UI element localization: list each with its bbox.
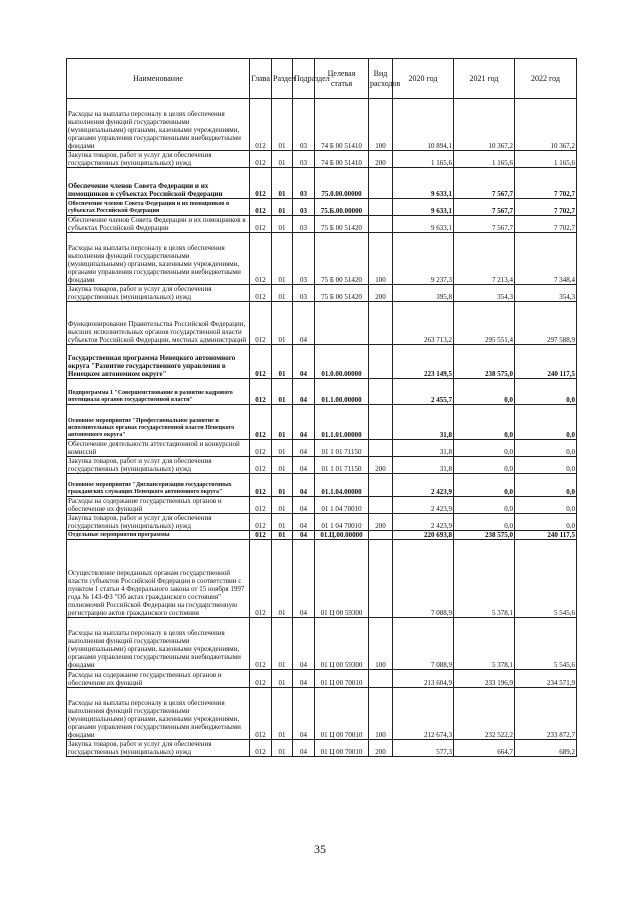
row-razdel: 01	[272, 688, 293, 740]
row-2021: 0,0	[454, 457, 515, 474]
table-row	[67, 618, 577, 670]
row-razdel: 01	[272, 302, 293, 345]
row-vid: 200	[369, 285, 393, 302]
row-2021: 238 575,0	[454, 531, 515, 540]
row-2020: 2 423,9	[393, 474, 454, 497]
row-glava: 012	[250, 168, 272, 199]
row-name: Обеспечение членов Совета Федерации и их помощников в субъектах Российской Федерации	[67, 216, 250, 233]
row-target: 01 1 01 71150	[315, 457, 369, 474]
row-2021: 7 567,7	[454, 168, 515, 199]
row-target: 75 Б 00 51420	[315, 216, 369, 233]
row-vid	[369, 497, 393, 514]
row-razdel: 01	[272, 216, 293, 233]
row-2020: 2 423,9	[393, 514, 454, 531]
row-vid	[369, 440, 393, 457]
row-podrazdel: 03	[293, 233, 315, 285]
table-row	[67, 216, 577, 233]
row-2021: 7 567,7	[454, 216, 515, 233]
row-vid	[369, 670, 393, 688]
row-vid: 200	[369, 740, 393, 757]
row-2022: 10 367,2	[515, 99, 577, 151]
row-2021: 0,0	[454, 379, 515, 405]
header-glava: Глава	[250, 59, 272, 99]
row-razdel: 01	[272, 151, 293, 168]
page-number: 35	[314, 842, 326, 856]
row-podrazdel: 03	[293, 285, 315, 302]
row-vid	[369, 216, 393, 233]
row-2022: 7 702,7	[515, 199, 577, 216]
row-razdel: 01	[272, 618, 293, 670]
row-glava: 012	[250, 405, 272, 440]
row-2021: 5 378,1	[454, 540, 515, 618]
table-body	[67, 99, 577, 757]
row-name: Отдельные мероприятия программы	[67, 531, 250, 540]
row-name: Расходы на выплаты персоналу в целях обеспечения выполнения функций государственными (муниципальными) органами, казенными учреждениями, органами управления государственными внебюджетными фондами	[67, 99, 250, 151]
row-vid	[369, 379, 393, 405]
row-2021: 7 213,4	[454, 233, 515, 285]
row-target: 01 Ц 00 59300	[315, 540, 369, 618]
row-2020: 213 604,9	[393, 670, 454, 688]
row-2020: 395,8	[393, 285, 454, 302]
row-target: 75 Б 00 51420	[315, 285, 369, 302]
row-name: Основное мероприятие "Диспансеризация государственных гражданских служащих Ненецкого автономного округа"	[67, 474, 250, 497]
row-2022: 7 702,7	[515, 168, 577, 199]
row-2022: 0,0	[515, 405, 577, 440]
row-2020: 9 237,3	[393, 233, 454, 285]
row-podrazdel: 03	[293, 151, 315, 168]
row-razdel: 01	[272, 514, 293, 531]
row-podrazdel: 04	[293, 405, 315, 440]
row-2020: 263 713,2	[393, 302, 454, 345]
row-razdel: 01	[272, 199, 293, 216]
table-row	[67, 233, 577, 285]
row-vid: 100	[369, 233, 393, 285]
row-glava: 012	[250, 514, 272, 531]
row-name: Расходы на содержание государственных органов и обеспечение их функций	[67, 670, 250, 688]
row-glava: 012	[250, 440, 272, 457]
row-target: 01.Ц.00.00000	[315, 531, 369, 540]
row-vid: 200	[369, 457, 393, 474]
row-target: 75 Б 00 51420	[315, 233, 369, 285]
budget-table	[66, 58, 577, 757]
row-podrazdel: 04	[293, 440, 315, 457]
row-vid	[369, 199, 393, 216]
table-row	[67, 497, 577, 514]
table-row	[67, 151, 577, 168]
row-2020: 2 423,9	[393, 497, 454, 514]
row-podrazdel: 04	[293, 670, 315, 688]
row-glava: 012	[250, 618, 272, 670]
row-2022: 297 588,9	[515, 302, 577, 345]
row-podrazdel: 04	[293, 497, 315, 514]
row-2020: 9 633,1	[393, 168, 454, 199]
row-2020: 220 693,8	[393, 531, 454, 540]
row-target: 01 Ц 00 70010	[315, 670, 369, 688]
row-name: Функционирование Правительства Российской Федерации, высших исполнительных органов государственной власти субъектов Российской Федерации, местных администраций	[67, 302, 250, 345]
row-target	[315, 302, 369, 345]
row-target: 01.1.04.00000	[315, 474, 369, 497]
budget-sheet	[66, 58, 576, 757]
row-2020: 9 633,1	[393, 216, 454, 233]
row-2021: 232 522,2	[454, 688, 515, 740]
row-target: 75.0.00.00000	[315, 168, 369, 199]
row-vid: 200	[369, 151, 393, 168]
row-2020: 31,8	[393, 440, 454, 457]
row-2021: 664,7	[454, 740, 515, 757]
row-target: 01 Ц 00 70010	[315, 740, 369, 757]
row-podrazdel: 03	[293, 168, 315, 199]
row-vid: 100	[369, 618, 393, 670]
row-2021: 5 378,1	[454, 618, 515, 670]
row-2022: 0,0	[515, 474, 577, 497]
header-target: Целевая статья	[315, 59, 369, 99]
row-glava: 012	[250, 497, 272, 514]
row-glava: 012	[250, 540, 272, 618]
row-name: Закупка товаров, работ и услуг для обеспечения государственных (муниципальных) нужд	[67, 285, 250, 302]
row-glava: 012	[250, 531, 272, 540]
row-name: Расходы на содержание государственных органов и обеспечение их функций	[67, 497, 250, 514]
row-glava: 012	[250, 474, 272, 497]
row-glava: 012	[250, 688, 272, 740]
row-2021: 1 165,6	[454, 151, 515, 168]
row-2022: 0,0	[515, 514, 577, 531]
row-glava: 012	[250, 199, 272, 216]
row-vid	[369, 345, 393, 379]
row-target: 74 Б 00 51410	[315, 151, 369, 168]
row-razdel: 01	[272, 285, 293, 302]
table-row	[67, 302, 577, 345]
row-razdel: 01	[272, 670, 293, 688]
row-2022: 0,0	[515, 379, 577, 405]
row-name: Закупка товаров, работ и услуг для обеспечения государственных (муниципальных) нужд	[67, 740, 250, 757]
row-2020: 31,8	[393, 405, 454, 440]
table-row	[67, 457, 577, 474]
table-header-row	[67, 59, 577, 99]
row-glava: 012	[250, 457, 272, 474]
row-podrazdel: 03	[293, 199, 315, 216]
row-razdel: 01	[272, 740, 293, 757]
row-podrazdel: 04	[293, 531, 315, 540]
row-target: 01.1.01.00000	[315, 405, 369, 440]
row-target: 01.1.00.00000	[315, 379, 369, 405]
row-2022: 5 545,6	[515, 540, 577, 618]
row-2021: 0,0	[454, 497, 515, 514]
header-2022: 2022 год	[515, 59, 577, 99]
row-podrazdel: 04	[293, 540, 315, 618]
row-2022: 7 348,4	[515, 233, 577, 285]
row-podrazdel: 04	[293, 457, 315, 474]
header-razdel: Раздел	[272, 59, 293, 99]
row-podrazdel: 04	[293, 302, 315, 345]
header-vid: Вид расходов	[369, 59, 393, 99]
row-vid: 200	[369, 514, 393, 531]
row-2022: 234 571,9	[515, 670, 577, 688]
row-podrazdel: 04	[293, 379, 315, 405]
row-vid	[369, 531, 393, 540]
row-2021: 238 575,0	[454, 345, 515, 379]
row-2022: 0,0	[515, 457, 577, 474]
row-glava: 012	[250, 302, 272, 345]
row-target: 01 Ц 00 59300	[315, 618, 369, 670]
row-vid: 100	[369, 99, 393, 151]
table-row	[67, 285, 577, 302]
row-2021: 7 567,7	[454, 199, 515, 216]
row-2020: 7 088,9	[393, 540, 454, 618]
row-target: 01 1 01 71150	[315, 440, 369, 457]
row-vid	[369, 540, 393, 618]
row-razdel: 01	[272, 99, 293, 151]
row-2022: 5 545,6	[515, 618, 577, 670]
row-name: Осуществление переданных органам государственной власти субъектов Российской Федерации в соответствии с пунктом 1 статьи 4 Федерального закона от 15 ноября 1997 года № 143-ФЗ "Об актах гражданского состояния" полномочий Российской Федерации на государственную регистрацию актов гражданского состояния	[67, 540, 250, 618]
row-target: 74 Б 00 51410	[315, 99, 369, 151]
table-row	[67, 405, 577, 440]
row-razdel: 01	[272, 531, 293, 540]
row-2021: 0,0	[454, 474, 515, 497]
table-row	[67, 740, 577, 757]
row-2020: 10 894,1	[393, 99, 454, 151]
table-row	[67, 670, 577, 688]
row-name: Подпрограмма 1 "Совершенствование и развитие кадрового потенциала органов государственной власти"	[67, 379, 250, 405]
row-razdel: 01	[272, 233, 293, 285]
table-row	[67, 540, 577, 618]
row-2020: 223 149,5	[393, 345, 454, 379]
row-2021: 10 367,2	[454, 99, 515, 151]
row-2021: 354,3	[454, 285, 515, 302]
table-row	[67, 345, 577, 379]
row-glava: 012	[250, 285, 272, 302]
row-target: 01 1 04 70010	[315, 514, 369, 531]
row-2022: 354,3	[515, 285, 577, 302]
table-row	[67, 168, 577, 199]
row-name: Обеспечение членов Совета Федерации и их помощников в субъектах Российской Федерации	[67, 168, 250, 199]
row-2020: 577,3	[393, 740, 454, 757]
row-target: 01 Ц 00 70010	[315, 688, 369, 740]
header-name: Наименование	[67, 59, 250, 99]
row-2020: 2 455,7	[393, 379, 454, 405]
row-name: Расходы на выплаты персоналу в целях обеспечения выполнения функций государственными (муниципальными) органами, казенными учреждениями, органами управления государственными внебюджетными фондами	[67, 618, 250, 670]
row-2021: 0,0	[454, 440, 515, 457]
row-2020: 9 633,1	[393, 199, 454, 216]
row-podrazdel: 03	[293, 216, 315, 233]
row-2022: 240 117,5	[515, 531, 577, 540]
row-2022: 7 702,7	[515, 216, 577, 233]
row-name: Основное мероприятие "Профессиональное развитие и исполнительных органах государственной власти Ненецкого автономного округа"	[67, 405, 250, 440]
row-2022: 0,0	[515, 440, 577, 457]
row-2022: 233 872,7	[515, 688, 577, 740]
row-target: 75.Б.00.00000	[315, 199, 369, 216]
row-podrazdel: 04	[293, 345, 315, 379]
row-vid	[369, 302, 393, 345]
row-razdel: 01	[272, 540, 293, 618]
row-glava: 012	[250, 216, 272, 233]
header-2021: 2021 год	[454, 59, 515, 99]
row-target: 01 1 04 70010	[315, 497, 369, 514]
row-2022: 0,0	[515, 497, 577, 514]
table-row	[67, 440, 577, 457]
row-name: Обеспечение членов Совета Федерации и их помощников в субъектах Российской Федерации	[67, 199, 250, 216]
row-podrazdel: 04	[293, 474, 315, 497]
row-podrazdel: 03	[293, 99, 315, 151]
row-vid	[369, 168, 393, 199]
row-2021: 295 551,4	[454, 302, 515, 345]
table-row	[67, 531, 577, 540]
row-podrazdel: 04	[293, 740, 315, 757]
row-2020: 31,8	[393, 457, 454, 474]
row-razdel: 01	[272, 457, 293, 474]
row-2021: 0,0	[454, 514, 515, 531]
table-row	[67, 474, 577, 497]
row-glava: 012	[250, 670, 272, 688]
table-row	[67, 379, 577, 405]
header-2020: 2020 год	[393, 59, 454, 99]
row-razdel: 01	[272, 168, 293, 199]
table-row	[67, 199, 577, 216]
row-name: Государственная программа Ненецкого автономного округа "Развитие государственного управления в Ненецком автономном округе"	[67, 345, 250, 379]
row-2020: 212 674,3	[393, 688, 454, 740]
row-target: 01.0.00.00000	[315, 345, 369, 379]
row-2022: 1 165,6	[515, 151, 577, 168]
row-razdel: 01	[272, 405, 293, 440]
row-podrazdel: 04	[293, 514, 315, 531]
row-razdel: 01	[272, 379, 293, 405]
row-2021: 233 196,9	[454, 670, 515, 688]
row-2021: 0,0	[454, 405, 515, 440]
row-name: Закупка товаров, работ и услуг для обеспечения государственных (муниципальных) нужд	[67, 457, 250, 474]
row-name: Закупка товаров, работ и услуг для обеспечения государственных (муниципальных) нужд	[67, 151, 250, 168]
table-row	[67, 688, 577, 740]
row-podrazdel: 04	[293, 618, 315, 670]
row-razdel: 01	[272, 440, 293, 457]
row-name: Закупка товаров, работ и услуг для обеспечения государственных (муниципальных) нужд	[67, 514, 250, 531]
row-glava: 012	[250, 740, 272, 757]
row-razdel: 01	[272, 497, 293, 514]
row-name: Обеспечение деятельности аттестационной и конкурсной комиссий	[67, 440, 250, 457]
row-podrazdel: 04	[293, 688, 315, 740]
table-row	[67, 514, 577, 531]
row-vid: 100	[369, 688, 393, 740]
row-glava: 012	[250, 99, 272, 151]
row-vid	[369, 405, 393, 440]
row-vid	[369, 474, 393, 497]
row-glava: 012	[250, 233, 272, 285]
row-name: Расходы на выплаты персоналу в целях обеспечения выполнения функций государственными (муниципальными) органами, казенными учреждениями, органами управления государственными внебюджетными фондами	[67, 688, 250, 740]
row-2022: 689,2	[515, 740, 577, 757]
row-glava: 012	[250, 379, 272, 405]
row-razdel: 01	[272, 474, 293, 497]
row-glava: 012	[250, 151, 272, 168]
row-2022: 240 117,5	[515, 345, 577, 379]
header-podrazdel: Подраздел	[293, 59, 315, 99]
row-2020: 7 088,9	[393, 618, 454, 670]
row-glava: 012	[250, 345, 272, 379]
row-razdel: 01	[272, 345, 293, 379]
table-row	[67, 99, 577, 151]
row-2020: 1 165,6	[393, 151, 454, 168]
row-name: Расходы на выплаты персоналу в целях обеспечения выполнения функций государственными (муниципальными) органами, казенными учреждениями, органами управления государственными внебюджетными фондами	[67, 233, 250, 285]
